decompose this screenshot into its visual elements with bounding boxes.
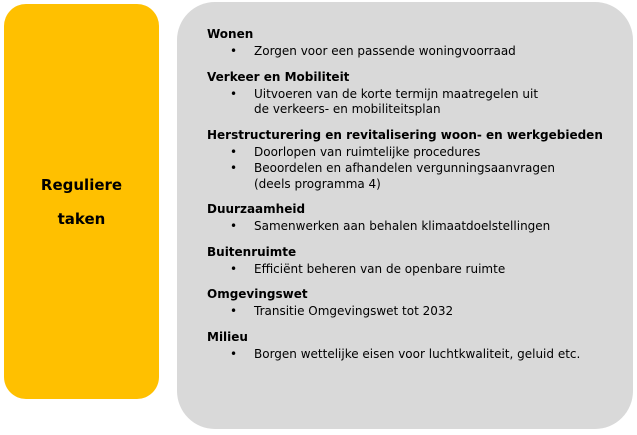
list-item: [207, 87, 554, 118]
list-item: [207, 304, 625, 320]
list-item: [207, 219, 625, 235]
list-item: [207, 145, 625, 161]
bullet-icon: •: [230, 219, 238, 233]
item-text: Samenwerken aan behalen klimaatdoelstellingen: [254, 219, 551, 233]
item-text: Beoordelen en afhandelen vergunningsaanvragen (deels programma 4): [254, 161, 555, 191]
bullet-icon: •: [230, 161, 238, 175]
bullet-icon: •: [230, 144, 238, 159]
item-text: Uitvoeren van de korte termijn maatregelen uit de verkeers- en mobiliteitsplan: [254, 86, 539, 116]
item-text: Transitie Omgevingswet tot 2032: [254, 304, 454, 318]
section-buitenruimte: [207, 243, 625, 278]
item-text: Zorgen voor een passende woningvoorraad: [254, 44, 516, 58]
list-item: [207, 347, 625, 363]
list-item: [207, 262, 625, 278]
bullet-icon: •: [230, 44, 238, 58]
section-herstructurering: [207, 126, 625, 193]
section-title: Wonen: [207, 27, 254, 41]
section-title: Buitenruimte: [207, 244, 297, 259]
section-title: Herstructurering en revitalisering woon- en werkgebieden: [207, 127, 603, 142]
bullet-icon: •: [230, 304, 238, 318]
item-text: Doorlopen van ruimtelijke procedures: [254, 144, 481, 159]
section-duurzaamheid: [207, 200, 625, 235]
reguliere-taken-box: [4, 4, 159, 399]
section-verkeer-en-mobiliteit: [207, 68, 625, 118]
bullet-icon: •: [230, 261, 238, 276]
item-text: Borgen wettelijke eisen voor luchtkwaliteit, geluid etc.: [254, 346, 581, 361]
tasks-list: [207, 25, 625, 370]
reguliere-taken-label: [22, 168, 142, 236]
label-line-1: Reguliere: [40, 175, 123, 194]
section-wonen: [207, 25, 625, 60]
section-milieu: [207, 328, 625, 363]
section-title: Milieu: [207, 329, 248, 344]
label-line-2: taken: [57, 209, 106, 228]
section-title: Verkeer en Mobiliteit: [207, 69, 350, 84]
bullet-icon: •: [230, 346, 238, 361]
section-title: Omgevingswet: [207, 287, 308, 301]
item-text: Efficiënt beheren van de openbare ruimte: [254, 261, 506, 276]
list-item: [207, 161, 594, 192]
section-title: Duurzaamheid: [207, 202, 306, 216]
bullet-icon: •: [230, 86, 238, 101]
list-item: [207, 44, 625, 60]
section-omgevingswet: [207, 285, 625, 320]
